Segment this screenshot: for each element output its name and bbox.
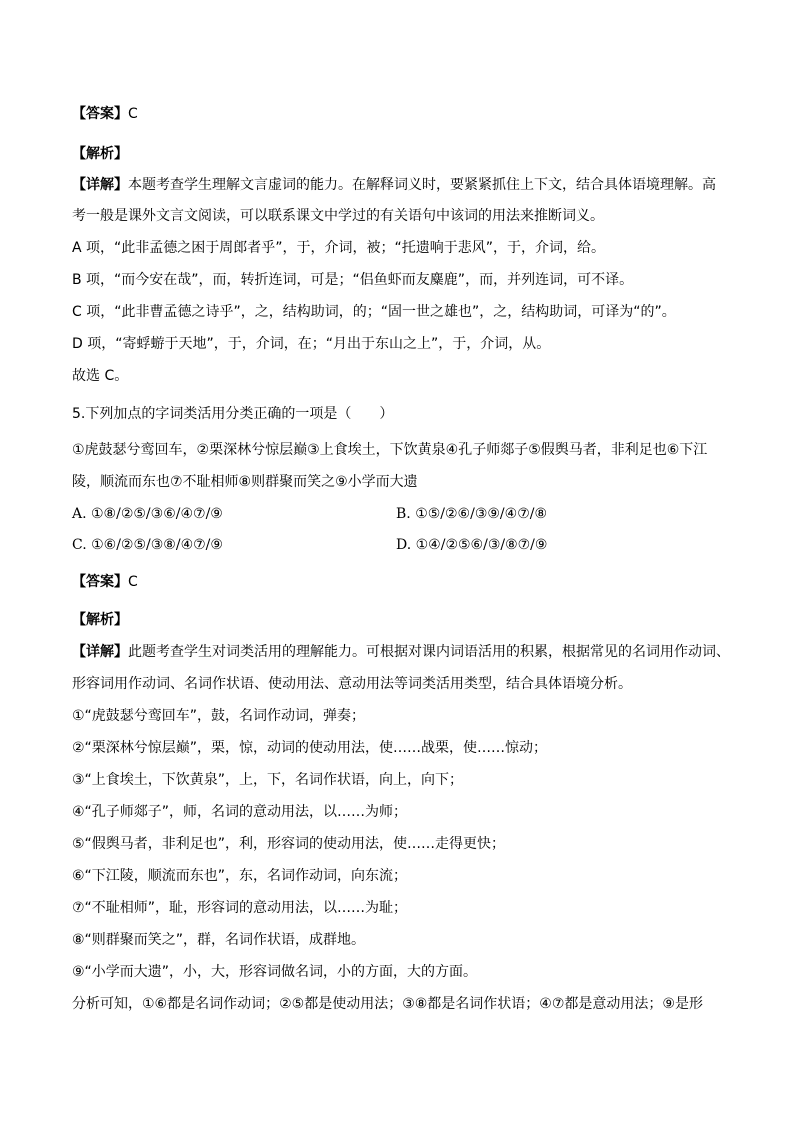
detail-tag: 【详解】 bbox=[72, 644, 128, 660]
detail-text: 本题考查学生理解文言虚词的能力。在解释词义时，要紧紧抓住上下文，结合具体语境理解。高 bbox=[128, 177, 716, 193]
answer-value: C bbox=[128, 106, 138, 122]
note-5: ⑤“假舆马者，非利足也”，利，形容词的使动用法，使……走得更快； bbox=[72, 836, 506, 852]
question-5-items-line-1: ①虎鼓瑟兮鸾回车，②栗深林兮惊层巅③上食埃土，下饮黄泉④孔子师郯子⑤假舆马者，非利足也⑥下江 bbox=[72, 442, 708, 458]
detail-line-1 bbox=[72, 175, 716, 195]
note-6: ⑥“下江陵，顺流而东也”，东，名词作动词，向东流； bbox=[72, 868, 408, 884]
item-d-analysis: D 项，“寄蜉蝣于天地”，于，介词，在；“月出于东山之上”，于，介词，从。 bbox=[72, 336, 551, 352]
note-9: ⑨“小学而大遗”，小，大，形容词做名词，小的方面，大的方面。 bbox=[72, 964, 478, 980]
detail-line-4: 形容词用作动词、名词作状语、使动用法、意动用法等词类活用类型，结合具体语境分析。 bbox=[72, 676, 632, 692]
answer-tag: 【答案】 bbox=[72, 106, 128, 122]
conclusion-1: 故选 C。 bbox=[72, 368, 129, 384]
note-3: ③“上食埃土，下饮黄泉”，上，下，名词作状语，向上，向下； bbox=[72, 772, 464, 788]
option-b[interactable]: B. ①⑤/②⑥/③⑨/④⑦/⑧ bbox=[396, 506, 548, 522]
question-5-stem: 5.下列加点的字词类活用分类正确的一项是（ ） bbox=[72, 406, 394, 422]
item-c-analysis: C 项，“此非曹孟德之诗乎”，之，结构助词，的；“固一世之雄也”，之，结构助词，可译为“的”。 bbox=[72, 304, 676, 320]
answer-line-2 bbox=[72, 572, 138, 592]
note-1: ①“虎鼓瑟兮鸾回车”，鼓，名词作动词，弹奏； bbox=[72, 708, 366, 724]
option-c[interactable]: C. ①⑥/②⑤/③⑧/④⑦/⑨ bbox=[72, 537, 223, 553]
option-a[interactable]: A. ①⑧/②⑤/③⑥/④⑦/⑨ bbox=[72, 506, 223, 522]
summary-line: 分析可知，①⑥都是名词作动词；②⑤都是使动用法；③⑧都是名词作状语；④⑦都是意动用法；⑨是形 bbox=[72, 996, 703, 1012]
note-8: ⑧“则群聚而笑之”，群，名词作状语，成群地。 bbox=[72, 932, 366, 948]
detail-tag: 【详解】 bbox=[72, 177, 128, 193]
analysis-heading-1: 【解析】 bbox=[72, 146, 128, 162]
note-2: ②“栗深林兮惊层巅”，栗，惊，动词的使动用法，使……战栗，使……惊动； bbox=[72, 740, 548, 756]
answer-tag: 【答案】 bbox=[72, 574, 128, 590]
detail-line-2: 考一般是课外文言文阅读，可以联系课文中学过的有关语句中该词的用法来推断词义。 bbox=[72, 208, 604, 224]
answer-line-1 bbox=[72, 104, 138, 124]
item-b-analysis: B 项，“而今安在哉”，而，转折连词，可是；“侣鱼虾而友麋鹿”，而，并列连词，可不译。 bbox=[72, 272, 634, 288]
note-7: ⑦“不耻相师”，耻，形容词的意动用法，以……为耻； bbox=[72, 900, 408, 916]
item-a-analysis: A 项，“此非孟德之困于周郎者乎”，于，介词，被；“托遗响于悲风”，于，介词，给。 bbox=[72, 240, 606, 256]
detail-text: 此题考查学生对词类活用的理解能力。可根据对课内词语活用的积累，根据常见的名词用作动词、 bbox=[128, 644, 730, 660]
option-d[interactable]: D. ①④/②⑤⑥/③/⑧⑦/⑨ bbox=[396, 537, 548, 553]
analysis-heading-2: 【解析】 bbox=[72, 612, 128, 628]
detail-line-3 bbox=[72, 642, 730, 662]
answer-value: C bbox=[128, 574, 138, 590]
question-5-items-line-2: 陵，顺流而东也⑦不耻相师⑧则群聚而笑之⑨小学而大遗 bbox=[72, 474, 418, 490]
note-4: ④“孔子师郯子”，师，名词的意动用法，以……为师； bbox=[72, 804, 408, 820]
